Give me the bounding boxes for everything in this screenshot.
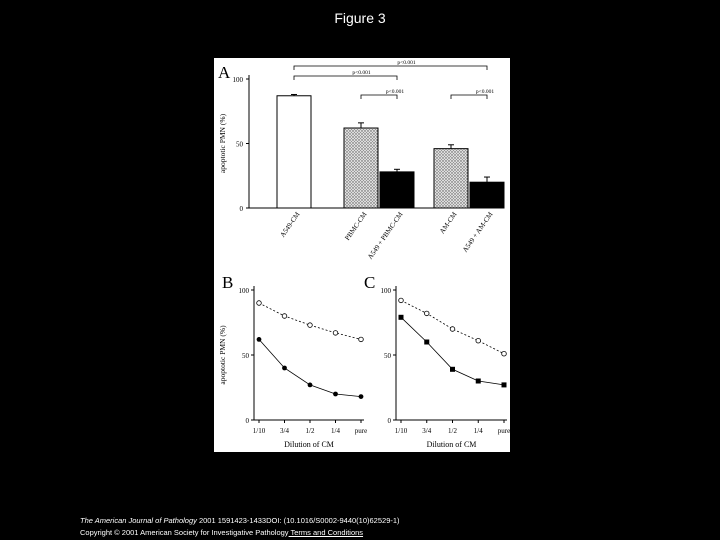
citation-line [80, 516, 400, 525]
data-point-c [502, 382, 507, 387]
x-tick-label-b: 1/4 [331, 427, 340, 435]
data-point-c [502, 351, 507, 356]
significance-label: p<0.001 [352, 70, 371, 76]
x-tick-label-a: A549 + AM-CM [461, 210, 495, 254]
y-tick-label-a: 100 [232, 76, 243, 84]
data-point-c [450, 327, 455, 332]
citation-text: 2001 1591423-1433DOI: (10.1016/S0002-9440(10)62529-1) [196, 516, 400, 525]
data-point-c [424, 311, 429, 316]
y-tick-label-a: 0 [239, 205, 243, 213]
copyright-text: Copyright © 2001 American Society for Investigative Pathology [80, 528, 289, 537]
terms-link[interactable]: Terms and Conditions [288, 528, 364, 537]
x-tick-label-c: 1/10 [394, 427, 408, 435]
copyright-line [80, 528, 363, 537]
data-point-b [308, 323, 313, 328]
data-point-b [333, 331, 338, 336]
x-tick-label-a: A549-CM [278, 210, 302, 239]
y-axis-label-a: apoptotic PMN (%) [218, 113, 227, 174]
significance-label: p<0.001 [385, 89, 405, 95]
x-tick-label-b: 1/2 [305, 427, 315, 435]
figure-image [214, 58, 510, 452]
panel-label-b: B [222, 273, 234, 292]
data-point-b [359, 394, 364, 399]
data-point-b [257, 337, 262, 342]
x-axis-label-b: Dilution of CM [284, 440, 334, 449]
significance-bracket [294, 76, 397, 80]
bar-1 [277, 96, 311, 208]
data-point-b [282, 366, 287, 371]
x-tick-label-c: 1/4 [473, 427, 483, 435]
y-tick-label-b: 100 [238, 287, 249, 295]
significance-label: p<0.001 [397, 60, 416, 66]
slide-title: Figure 3 [334, 10, 386, 26]
data-point-b [308, 383, 313, 388]
data-point-c [399, 315, 404, 320]
significance-bracket [451, 95, 487, 99]
panel-label-c: C [364, 273, 376, 292]
x-tick-label-c: 1/2 [448, 427, 457, 435]
bar-5 [470, 182, 504, 208]
significance-bracket [361, 95, 397, 99]
y-tick-label-b: 50 [242, 352, 249, 360]
y-axis-label-b: apoptotic PMN (%) [218, 325, 227, 385]
significance-bracket [294, 66, 487, 70]
data-point-c [424, 340, 429, 345]
y-tick-label-b: 0 [245, 417, 249, 425]
series-line-b-1 [259, 303, 361, 339]
x-tick-label-b: pure [354, 427, 368, 435]
x-tick-label-b: 1/10 [252, 427, 266, 435]
data-point-b [359, 337, 364, 342]
x-tick-label-b: 3/4 [280, 427, 289, 435]
data-point-b [333, 392, 338, 397]
y-tick-label-c: 100 [380, 287, 391, 295]
journal-name: The American Journal of Pathology [80, 516, 197, 525]
data-point-c [476, 379, 481, 384]
significance-label: p<0.001 [475, 89, 495, 95]
figure-svg [214, 58, 510, 452]
bar-4 [434, 149, 468, 208]
y-tick-label-c: 0 [387, 417, 391, 425]
data-point-b [282, 314, 287, 319]
x-axis-label-c: Dilution of CM [426, 440, 477, 449]
data-point-b [257, 301, 262, 306]
panel-label-a: A [218, 63, 231, 82]
x-tick-label-a: AM-CM [438, 210, 459, 236]
x-tick-label-a: PBMC-CM [343, 210, 369, 242]
x-tick-label-c: pure [497, 427, 510, 435]
data-point-c [399, 298, 404, 303]
x-tick-label-c: 3/4 [422, 427, 432, 435]
series-line-b-2 [259, 339, 361, 396]
x-tick-label-a: A549 + PBMC-CM [366, 210, 405, 261]
bar-2 [344, 128, 378, 208]
data-point-c [476, 338, 481, 343]
y-tick-label-c: 50 [384, 352, 391, 360]
data-point-c [450, 367, 455, 372]
bar-3 [380, 172, 414, 208]
y-tick-label-a: 50 [236, 140, 243, 149]
